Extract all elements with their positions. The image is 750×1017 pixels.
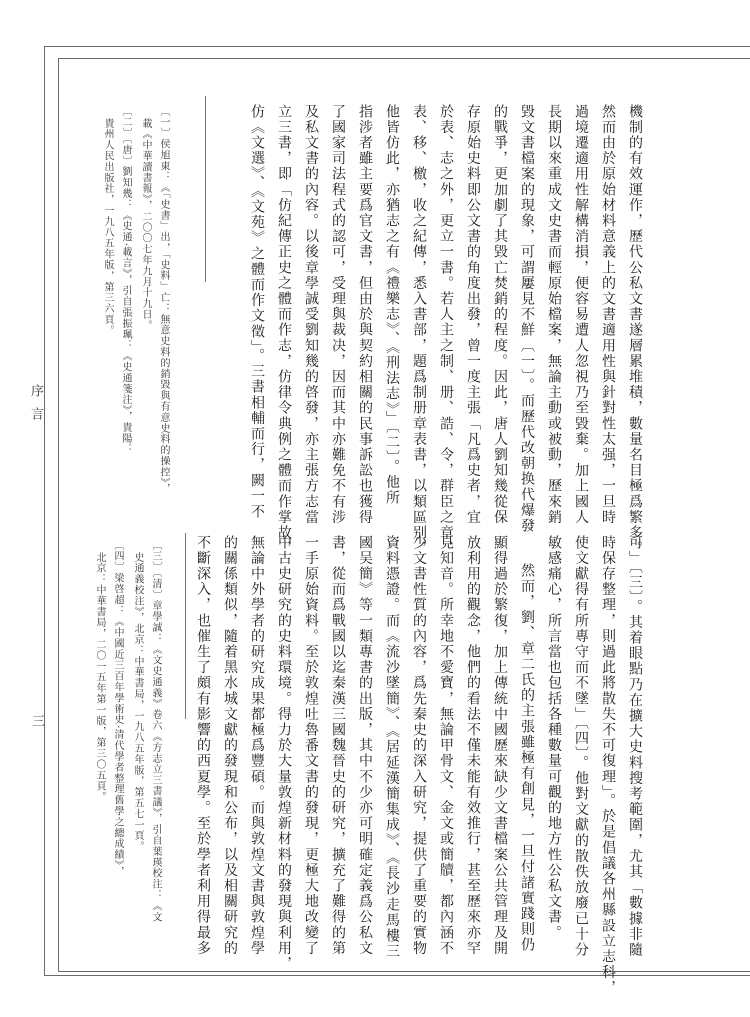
body-column: 然而，劉、章二氏的主張雖極有創見，一旦付諸實踐則仍 bbox=[519, 563, 535, 953]
footnote-rule-right bbox=[205, 96, 206, 282]
body-column: 一手原始資料。至於敦煌吐魯番文書的發現，更極大地改變了 bbox=[303, 535, 319, 957]
body-column: 長期以來重成文史書而輕原始檔案，無論主動或被動，歷來銷 bbox=[546, 104, 562, 526]
body-column: 可」〔三〕。其着眼點乃在擴大史料搜考範圍，尤其「數據非隨 bbox=[627, 535, 643, 958]
body-column: 使文獻得有所專守而不墜」〔四〕。他對文獻的散佚放廢已十分 bbox=[573, 535, 589, 958]
body-column: 資料憑證。而《流沙墜簡》、《居延漢簡集成》、《長沙走馬樓三 bbox=[384, 535, 400, 960]
running-section-title: 序言 bbox=[28, 384, 43, 430]
body-column: 放利用的觀念，他們的看法不僅未能有效推行，甚至歷來亦罕 bbox=[465, 535, 481, 957]
body-column: 立三書，即「仿紀傳正史之體而作志，仿律令典例之體而作掌故， bbox=[276, 104, 292, 557]
body-column: 見知音。所幸地不愛寶，無論甲骨文、金文或簡牘，都內涵不 bbox=[438, 535, 454, 957]
body-column: 不斷深入，也催生了頗有影響的西夏學。至於學者利用得最多 bbox=[195, 535, 211, 957]
footnote-line: 史通義校注》，北京：中華書局，一九八五年版，第五七一頁。 bbox=[132, 552, 143, 853]
body-column: 然而由於原始材料意義上的文書適用性與針對性太强，一旦時 bbox=[600, 104, 616, 526]
footnote-line: 〔四〕梁啓超：《中國近三百年學術史·清代學者整理舊學之總成績》， bbox=[112, 540, 123, 877]
body-column: 機制的有效運作，歷代公私文書遂層累堆積，數量名目極爲繁多。 bbox=[627, 104, 643, 557]
body-column: 了國家司法程式的認可，受理與裁决，因而其中亦難免不有涉 bbox=[330, 104, 346, 526]
footnote-line: 〔三〕〔清〕章學誠：《文史通義》卷六《方志立三書議》，引自葉瑛校注：《文 bbox=[150, 540, 161, 923]
body-column: 少文書性質的內容，爲先秦史的深入研究，提供了重要的實物 bbox=[411, 535, 427, 957]
body-column: 中古史研究的史料環境。得力於大量敦煌新材料的發現與利用， bbox=[276, 535, 292, 972]
body-column: 於表、志之外，更立一書。若人主之制、册、誥、令，群臣之章、 bbox=[438, 104, 454, 557]
body-column: 無論中外學者的研究成果都極爲豐碩。而與敦煌文書與敦煌學 bbox=[249, 535, 265, 957]
body-column: 國吴簡》等一類專書的出版，其中不少亦可明確定義爲公私文 bbox=[357, 535, 373, 957]
body-column: 的關係類似，隨着黑水城文獻的發現和公布，以及相關研究的 bbox=[222, 535, 238, 957]
body-column: 敏感痛心，所言當也包括各種數量可觀的地方性公私文書。 bbox=[546, 535, 562, 941]
body-column: 存原始史料即公文書的角度出發，曾一度主張「凡爲史者，宜 bbox=[465, 104, 481, 526]
page-number: 三 bbox=[29, 714, 44, 727]
footnote-line: 〔一〕侯旭東：《「史書」出，「史料」亡：無意史料的銷毀與有意史料的操控》， bbox=[158, 106, 169, 495]
footnote-line: 〔二〕〔唐〕劉知幾：《史通·載言》，引自張振珮：《史通箋注》，貴陽： bbox=[120, 106, 131, 455]
body-column: 毀文書檔案的現象，可謂屢見不鮮〔一〕。而歷代改朝换代爆發 bbox=[519, 104, 535, 534]
body-column: 指涉者雖主要爲官文書，但由於與契約相關的民事訴訟也獲得 bbox=[357, 104, 373, 526]
footnote-rule-left bbox=[185, 533, 186, 719]
body-column: 時保存整理，則過此將散失不可復理」。於是倡議各州縣設立志科， bbox=[600, 535, 616, 996]
body-column: 及私文書的內容。以後章學誠受劉知幾的啓發，亦主張方志當 bbox=[303, 104, 319, 526]
body-column: 表、移、檄，收之紀傳，悉入書部，題爲制册章表書，以類區别， bbox=[411, 104, 427, 557]
footnote-line: 貴州人民出版社，一九八五年版，第三六頁。 bbox=[102, 118, 113, 336]
body-column: 過境遷適用性解構消損，便容易遭人忽視乃至毀棄。加上國人 bbox=[573, 104, 589, 526]
body-column: 的戰爭，更加劇了其毀亡焚銷的程度。因此，唐人劉知幾從保 bbox=[492, 104, 508, 526]
body-column: 仿《文選》、《文苑》之體而作文徵」。三書相輔而行，闕一不 bbox=[249, 104, 265, 520]
body-column: 他皆仿此，亦猶志之有《禮樂志》、《刑法志》」〔二〕。他所 bbox=[384, 104, 400, 506]
body-column: 書，從而爲戰國以迄秦漢三國魏晉史的研究，擴充了難得的第 bbox=[330, 535, 346, 957]
body-column: 顯得過於繁復，加上傳統中國歷來缺少文書檔案公共管理及開 bbox=[492, 535, 508, 957]
footnote-line: 載《中華讀書報》，二〇〇七年九月十九日。 bbox=[140, 118, 151, 331]
footnote-line: 北京：中華書局，二〇一五年第一版，第三〇五頁。 bbox=[94, 552, 105, 803]
